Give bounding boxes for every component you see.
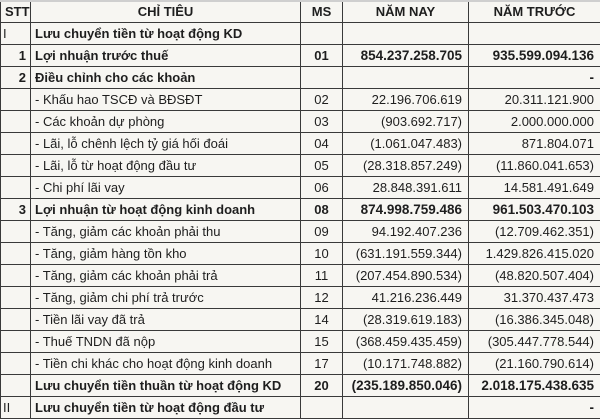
table-row bbox=[1, 67, 600, 89]
row-stt bbox=[1, 243, 31, 265]
header-ms: MS bbox=[301, 1, 343, 23]
row-current: (28.318.857.249) bbox=[343, 155, 469, 177]
row-ms: 10 bbox=[301, 243, 343, 265]
row-item: - Tăng, giảm hàng tồn kho bbox=[31, 243, 301, 265]
row-previous: (21.160.790.614) bbox=[469, 353, 600, 375]
table-row bbox=[1, 331, 600, 353]
row-previous: (12.709.462.351) bbox=[469, 221, 600, 243]
row-previous: 31.370.437.473 bbox=[469, 287, 600, 309]
row-stt bbox=[1, 309, 31, 331]
row-ms: 14 bbox=[301, 309, 343, 331]
row-stt bbox=[1, 221, 31, 243]
row-ms: 02 bbox=[301, 89, 343, 111]
row-current: (903.692.717) bbox=[343, 111, 469, 133]
row-current: 854.237.258.705 bbox=[343, 45, 469, 67]
row-stt: 1 bbox=[1, 45, 31, 67]
row-current: 22.196.706.619 bbox=[343, 89, 469, 111]
row-previous: (48.820.507.404) bbox=[469, 265, 600, 287]
row-item: - Tiền lãi vay đã trả bbox=[31, 309, 301, 331]
row-item: Lợi nhuận trước thuế bbox=[31, 45, 301, 67]
row-current bbox=[343, 23, 469, 45]
row-current: (368.459.435.459) bbox=[343, 331, 469, 353]
table-row bbox=[1, 353, 600, 375]
row-current: (235.189.850.046) bbox=[343, 375, 469, 397]
table-row bbox=[1, 221, 600, 243]
table-row bbox=[1, 243, 600, 265]
row-ms: 04 bbox=[301, 133, 343, 155]
row-item: - Lãi, lỗ từ hoạt động đầu tư bbox=[31, 155, 301, 177]
row-ms: 17 bbox=[301, 353, 343, 375]
row-item: - Tăng, giảm chi phí trả trước bbox=[31, 287, 301, 309]
table-row bbox=[1, 287, 600, 309]
top-divider bbox=[0, 0, 600, 2]
table-row bbox=[1, 199, 600, 221]
table-row bbox=[1, 133, 600, 155]
row-previous: (16.386.345.048) bbox=[469, 309, 600, 331]
row-stt bbox=[1, 287, 31, 309]
row-stt bbox=[1, 353, 31, 375]
row-item: Lưu chuyển tiền từ hoạt động đầu tư bbox=[31, 397, 301, 419]
row-ms bbox=[301, 23, 343, 45]
header-previous-year: NĂM TRƯỚC bbox=[469, 1, 600, 23]
row-item: - Các khoản dự phòng bbox=[31, 111, 301, 133]
row-current: (207.454.890.534) bbox=[343, 265, 469, 287]
row-item: Lưu chuyển tiền từ hoạt động KD bbox=[31, 23, 301, 45]
row-ms: 15 bbox=[301, 331, 343, 353]
row-previous: 961.503.470.103 bbox=[469, 199, 600, 221]
header-item: CHỈ TIÊU bbox=[31, 1, 301, 23]
row-previous: (11.860.041.653) bbox=[469, 155, 600, 177]
row-previous: (305.447.778.544) bbox=[469, 331, 600, 353]
row-ms: 06 bbox=[301, 177, 343, 199]
row-stt bbox=[1, 265, 31, 287]
row-item: Lưu chuyển tiền thuần từ hoạt động KD bbox=[31, 375, 301, 397]
row-item: Điều chỉnh cho các khoản bbox=[31, 67, 301, 89]
row-previous: 20.311.121.900 bbox=[469, 89, 600, 111]
row-current bbox=[343, 67, 469, 89]
row-ms: 03 bbox=[301, 111, 343, 133]
row-ms: 20 bbox=[301, 375, 343, 397]
row-previous: 14.581.491.649 bbox=[469, 177, 600, 199]
row-ms: 12 bbox=[301, 287, 343, 309]
row-item: Lợi nhuận từ hoạt động kinh doanh bbox=[31, 199, 301, 221]
row-stt bbox=[1, 331, 31, 353]
row-current: (631.191.559.344) bbox=[343, 243, 469, 265]
table-row bbox=[1, 23, 600, 45]
row-item: - Chi phí lãi vay bbox=[31, 177, 301, 199]
row-current: 94.192.407.236 bbox=[343, 221, 469, 243]
row-stt: 3 bbox=[1, 199, 31, 221]
row-stt bbox=[1, 133, 31, 155]
row-previous: - bbox=[469, 397, 600, 419]
row-current: (10.171.748.882) bbox=[343, 353, 469, 375]
table-row bbox=[1, 309, 600, 331]
row-current: 41.216.236.449 bbox=[343, 287, 469, 309]
row-current: (1.061.047.483) bbox=[343, 133, 469, 155]
row-item: - Khấu hao TSCĐ và BĐSĐT bbox=[31, 89, 301, 111]
row-ms: 09 bbox=[301, 221, 343, 243]
row-ms: 05 bbox=[301, 155, 343, 177]
header-current-year: NĂM NAY bbox=[343, 1, 469, 23]
table-row bbox=[1, 177, 600, 199]
row-previous: 2.018.175.438.635 bbox=[469, 375, 600, 397]
row-item: - Lãi, lỗ chênh lệch tỷ giá hối đoái bbox=[31, 133, 301, 155]
row-current: 874.998.759.486 bbox=[343, 199, 469, 221]
row-previous: 2.000.000.000 bbox=[469, 111, 600, 133]
row-stt bbox=[1, 155, 31, 177]
row-ms: 01 bbox=[301, 45, 343, 67]
row-ms: 11 bbox=[301, 265, 343, 287]
row-stt bbox=[1, 89, 31, 111]
table-header-row bbox=[1, 1, 600, 23]
table-row bbox=[1, 265, 600, 287]
header-stt: STT bbox=[1, 1, 31, 23]
row-item: - Tăng, giảm các khoản phải thu bbox=[31, 221, 301, 243]
row-stt: II bbox=[1, 397, 31, 419]
row-previous: 871.804.071 bbox=[469, 133, 600, 155]
row-current: (28.319.619.183) bbox=[343, 309, 469, 331]
table-row bbox=[1, 89, 600, 111]
row-ms: 08 bbox=[301, 199, 343, 221]
row-ms bbox=[301, 67, 343, 89]
table-row bbox=[1, 375, 600, 397]
row-previous: 1.429.826.415.020 bbox=[469, 243, 600, 265]
row-stt: 2 bbox=[1, 67, 31, 89]
row-stt bbox=[1, 375, 31, 397]
row-item: - Thuế TNDN đã nộp bbox=[31, 331, 301, 353]
row-previous bbox=[469, 23, 600, 45]
row-previous: 935.599.094.136 bbox=[469, 45, 600, 67]
row-previous: - bbox=[469, 67, 600, 89]
table-row bbox=[1, 155, 600, 177]
row-item: - Tiền chi khác cho hoạt động kinh doanh bbox=[31, 353, 301, 375]
table-row bbox=[1, 45, 600, 67]
row-stt bbox=[1, 177, 31, 199]
table-row bbox=[1, 111, 600, 133]
row-stt bbox=[1, 111, 31, 133]
row-stt: I bbox=[1, 23, 31, 45]
row-current: 28.848.391.611 bbox=[343, 177, 469, 199]
row-item: - Tăng, giảm các khoản phải trả bbox=[31, 265, 301, 287]
